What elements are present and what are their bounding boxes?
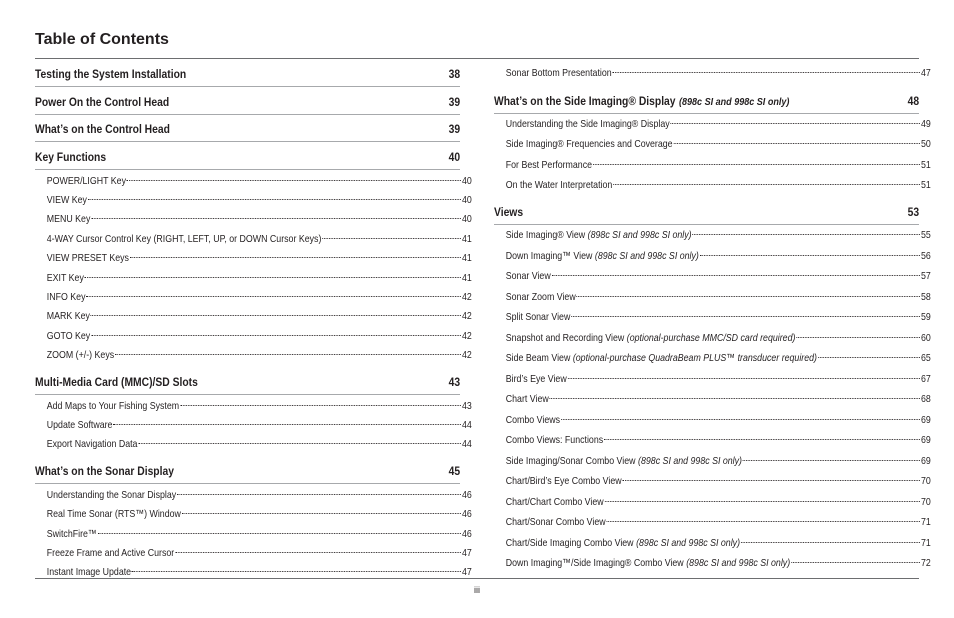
toc-item-page: 44	[461, 438, 472, 451]
toc-item-page: 41	[461, 271, 472, 284]
dot-leader	[818, 357, 920, 358]
dot-leader	[175, 552, 461, 553]
toc-item[interactable]	[35, 252, 472, 264]
toc-item-label: For Best Performance	[505, 158, 593, 171]
toc-item[interactable]	[35, 508, 472, 520]
toc-item-label: Real Time Sonar (RTS™) Window	[46, 508, 181, 521]
toc-item[interactable]	[35, 272, 472, 284]
section-divider	[494, 113, 919, 114]
toc-item-page: 51	[920, 158, 931, 171]
toc-item-page: 70	[920, 475, 931, 487]
toc-item[interactable]	[35, 566, 472, 578]
toc-item[interactable]	[35, 233, 472, 245]
toc-item-label: POWER/LIGHT Key	[46, 174, 126, 187]
toc-item-page: 69	[920, 434, 931, 446]
toc-item-page: 43	[461, 399, 472, 412]
toc-item[interactable]	[494, 229, 931, 241]
toc-item-page: 40	[461, 193, 472, 206]
toc-item[interactable]	[494, 311, 931, 323]
toc-item-label: EXIT Key	[46, 271, 84, 284]
toc-item[interactable]	[494, 291, 931, 303]
section-divider	[35, 114, 460, 115]
bottom-divider	[35, 578, 919, 579]
dot-leader	[577, 296, 921, 297]
toc-section-title: Multi-Media Card (MMC)/SD Slots	[35, 374, 198, 389]
toc-item-label: Chart/Side Imaging Combo View	[505, 536, 634, 549]
toc-item-label: Side Imaging® View	[505, 229, 586, 241]
toc-section-title: Testing the System Installation	[35, 67, 187, 81]
toc-item-label: Instant Image Update	[46, 566, 132, 579]
toc-item-label: VIEW PRESET Keys	[46, 252, 129, 265]
toc-section-page: 45	[448, 463, 461, 478]
toc-item-page: 69	[920, 413, 931, 426]
dot-leader	[796, 337, 920, 338]
toc-item-page: 47	[461, 546, 472, 559]
toc-item-page: 68	[920, 393, 931, 405]
toc-item-page: 49	[920, 118, 931, 130]
toc-item-label: Sonar Bottom Presentation	[505, 67, 612, 79]
dot-leader	[130, 257, 461, 258]
toc-section-entry[interactable]	[35, 150, 460, 164]
section-divider	[35, 169, 460, 170]
toc-item-page: 42	[461, 329, 472, 342]
toc-item[interactable]	[494, 516, 931, 528]
toc-item-label: Chart View	[505, 393, 549, 405]
toc-item-page: 71	[920, 516, 931, 528]
toc-item-note: (optional-purchase MMC/SD card required)	[626, 331, 796, 344]
dot-leader	[571, 316, 920, 317]
toc-item-label: Understanding the Sonar Display	[46, 488, 177, 501]
section-divider	[35, 394, 460, 395]
dot-leader	[115, 354, 461, 355]
toc-item-page: 69	[920, 454, 931, 467]
toc-item[interactable]	[494, 352, 931, 364]
dot-leader	[322, 238, 461, 239]
toc-item[interactable]	[494, 118, 931, 130]
toc-item-label: SwitchFire™	[46, 527, 97, 540]
toc-item-page: 60	[920, 331, 931, 344]
dot-leader	[568, 378, 921, 379]
toc-item[interactable]	[494, 250, 931, 262]
toc-item-page: 40	[461, 213, 472, 226]
toc-item[interactable]	[35, 194, 472, 206]
toc-section-note: (898c SI and 998c SI only)	[678, 96, 790, 108]
toc-item-page: 42	[461, 290, 472, 303]
toc-item-page: 72	[920, 557, 931, 569]
toc-item-label: 4-WAY Cursor Control Key (RIGHT, LEFT, UP, or DOWN Cursor Keys)	[46, 232, 322, 245]
toc-item-page: 65	[920, 352, 931, 364]
dot-leader	[622, 480, 920, 481]
toc-item[interactable]	[35, 438, 472, 450]
toc-section-entry[interactable]	[35, 464, 460, 478]
dot-leader	[88, 199, 461, 200]
dot-leader	[604, 439, 920, 440]
dot-leader	[550, 398, 921, 399]
toc-section-title: Key Functions	[35, 149, 107, 164]
dot-leader	[91, 335, 461, 336]
toc-item-page: 50	[920, 138, 931, 151]
toc-item-label: Export Navigation Data	[46, 438, 138, 451]
dot-leader	[670, 123, 920, 124]
toc-item-page: 47	[461, 566, 472, 579]
toc-item-label: VIEW Key	[46, 193, 87, 206]
toc-section-page: 53	[907, 205, 920, 219]
dot-leader	[673, 143, 920, 144]
toc-item-note: (898c SI and 998c SI only)	[594, 249, 699, 262]
toc-item-label: Down Imaging™/Side Imaging® Combo View	[505, 557, 684, 569]
toc-item-label: MENU Key	[46, 213, 91, 226]
toc-item-note: (898c SI and 998c SI only)	[636, 536, 741, 549]
toc-item[interactable]	[35, 489, 472, 501]
toc-item-label: Freeze Frame and Active Cursor	[46, 546, 175, 559]
dot-leader	[606, 521, 920, 522]
toc-item-label: Understanding the Side Imaging® Display	[505, 118, 670, 130]
dot-leader	[182, 513, 461, 514]
toc-section-page: 40	[448, 149, 461, 164]
dot-leader	[791, 562, 920, 563]
toc-section-page: 43	[448, 374, 461, 389]
toc-item-page: 47	[920, 67, 931, 79]
toc-item-label: Side Imaging® Frequencies and Coverage	[505, 138, 673, 151]
toc-item-label: Combo Views	[505, 413, 561, 426]
toc-item-label: GOTO Key	[46, 329, 91, 342]
toc-item-label: MARK Key	[46, 310, 90, 323]
toc-item[interactable]	[35, 175, 472, 187]
toc-item-page: 58	[920, 290, 931, 303]
toc-section-entry[interactable]	[494, 205, 919, 219]
toc-item-page: 42	[461, 349, 472, 362]
toc-item[interactable]	[35, 547, 472, 559]
dot-leader	[552, 275, 921, 276]
toc-item-page: 41	[461, 252, 472, 265]
toc-section-title: Views	[494, 205, 524, 219]
toc-item-page: 71	[920, 536, 931, 549]
toc-item-label: Chart/Sonar Combo View	[505, 516, 606, 528]
toc-section-title: Power On the Control Head	[35, 94, 170, 109]
section-divider	[35, 86, 460, 87]
page-title: Table of Contents	[35, 31, 169, 48]
dot-leader	[741, 542, 920, 543]
toc-item[interactable]	[35, 400, 472, 412]
toc-item-label: On the Water Interpretation	[505, 178, 613, 191]
dot-leader	[613, 184, 920, 185]
toc-item[interactable]	[494, 537, 931, 549]
toc-section-entry[interactable]	[35, 95, 460, 109]
dot-leader	[138, 443, 461, 444]
toc-item-note: (898c SI and 998c SI only)	[686, 557, 791, 569]
dot-leader	[98, 533, 462, 534]
toc-item-page: 56	[920, 249, 931, 262]
toc-item[interactable]	[494, 557, 931, 569]
toc-item[interactable]	[494, 179, 931, 191]
toc-item[interactable]	[494, 373, 931, 385]
toc-item[interactable]	[494, 455, 931, 467]
toc-item-page: 59	[920, 311, 931, 323]
toc-item-label: Chart/Chart Combo View	[505, 495, 604, 508]
toc-item-note: (898c SI and 998c SI only)	[638, 454, 742, 467]
toc-item[interactable]	[494, 159, 931, 171]
toc-item-page: 46	[461, 508, 472, 521]
dot-leader	[132, 571, 461, 572]
toc-section-title: What’s on the Sonar Display	[35, 463, 174, 478]
toc-item-page: 57	[920, 270, 931, 282]
toc-section-entry[interactable]	[35, 375, 460, 389]
section-divider	[494, 224, 919, 225]
toc-item-label: Combo Views: Functions	[505, 434, 604, 446]
toc-item[interactable]	[35, 330, 472, 342]
dot-leader	[177, 494, 461, 495]
dot-leader	[180, 405, 461, 406]
toc-item-page: 42	[461, 310, 472, 323]
section-divider	[35, 141, 460, 142]
dot-leader	[700, 255, 920, 256]
toc-item[interactable]	[494, 393, 931, 405]
toc-item[interactable]	[35, 213, 472, 225]
toc-section-page: 39	[448, 94, 461, 109]
dot-leader	[85, 277, 461, 278]
dot-leader	[692, 234, 920, 235]
toc-item-label: Chart/Bird’s Eye Combo View	[505, 475, 622, 487]
page-number: iii	[474, 585, 480, 595]
toc-item-page: 41	[461, 232, 472, 245]
toc-section-title: What’s on the Control Head	[35, 122, 170, 136]
dot-leader	[604, 501, 920, 502]
toc-item-page: 46	[461, 527, 472, 540]
dot-leader	[743, 460, 920, 461]
toc-section-page: 39	[448, 122, 461, 136]
toc-item-page: 67	[920, 372, 931, 385]
dot-leader	[86, 296, 461, 297]
toc-item[interactable]	[35, 528, 472, 540]
toc-item[interactable]	[35, 419, 472, 431]
dot-leader	[593, 164, 920, 165]
toc-section-title: What’s on the Side Imaging® Display (898c SI and 998c SI only)	[494, 94, 790, 108]
toc-item[interactable]	[35, 310, 472, 322]
toc-item[interactable]	[494, 414, 931, 426]
toc-item-label: Sonar View	[505, 270, 551, 282]
toc-section-entry[interactable]	[35, 67, 460, 81]
dot-leader	[113, 424, 461, 425]
toc-item-label: INFO Key	[46, 290, 86, 303]
toc-item[interactable]	[494, 270, 931, 282]
top-divider	[35, 58, 919, 59]
toc-item[interactable]	[494, 67, 931, 79]
toc-item-page: 40	[461, 174, 472, 187]
toc-item-label: Side Imaging/Sonar Combo View	[505, 454, 636, 467]
toc-section-entry[interactable]	[494, 94, 919, 108]
toc-item[interactable]	[494, 332, 931, 344]
dot-leader	[91, 315, 461, 316]
toc-section-page: 38	[448, 67, 461, 81]
toc-item[interactable]	[494, 496, 931, 508]
toc-item[interactable]	[494, 434, 931, 446]
dot-leader	[91, 218, 461, 219]
toc-item-page: 51	[920, 178, 931, 191]
dot-leader	[613, 72, 921, 73]
toc-item-label: Down Imaging™ View	[505, 249, 593, 262]
dot-leader	[561, 419, 920, 420]
toc-section-entry[interactable]	[35, 122, 460, 136]
toc-item-page: 44	[461, 418, 472, 431]
toc-item[interactable]	[35, 291, 472, 303]
toc-item[interactable]	[35, 349, 472, 361]
toc-item-label: Add Maps to Your Fishing System	[46, 399, 180, 412]
toc-item[interactable]	[494, 475, 931, 487]
toc-item-note: (optional-purchase QuadraBeam PLUS™ transducer required)	[572, 352, 817, 364]
toc-item-label: Bird’s Eye View	[505, 372, 567, 385]
toc-item-label: Side Beam View	[505, 352, 571, 364]
toc-item-label: Split Sonar View	[505, 311, 571, 323]
toc-item-page: 46	[461, 488, 472, 501]
toc-item-note: (898c SI and 998c SI only)	[587, 229, 692, 241]
toc-item-page: 55	[920, 229, 931, 241]
section-divider	[35, 483, 460, 484]
toc-item-label: Snapshot and Recording View	[505, 331, 625, 344]
dot-leader	[127, 180, 461, 181]
toc-item-label: Sonar Zoom View	[505, 290, 576, 303]
toc-section-page: 48	[907, 94, 920, 108]
toc-item-label: ZOOM (+/-) Keys	[46, 349, 115, 362]
toc-item-page: 70	[920, 495, 931, 508]
toc-item[interactable]	[494, 138, 931, 150]
toc-item-label: Update Software	[46, 418, 113, 431]
